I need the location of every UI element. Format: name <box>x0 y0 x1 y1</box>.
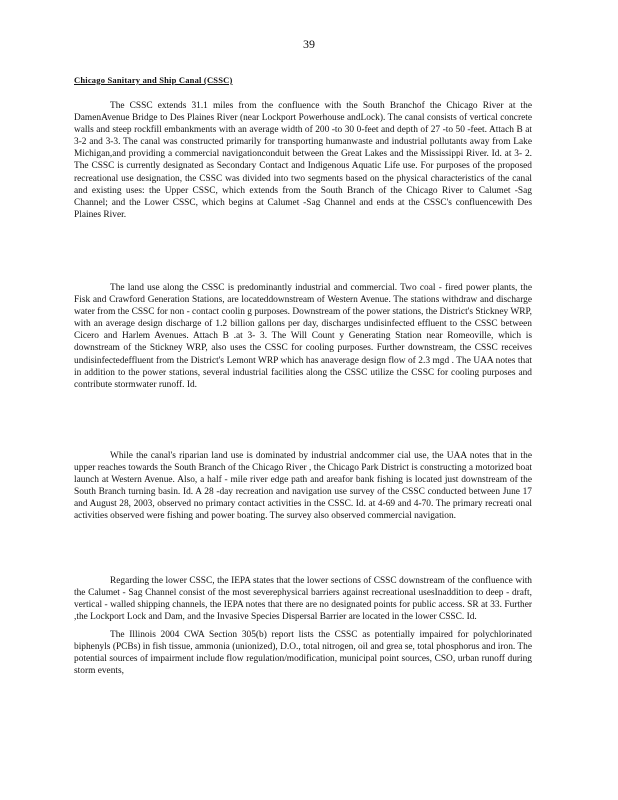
paragraph-1: The CSSC extends 31.1 miles from the confluence with the South Branchof the Chicago River at the DamenAvenue Bridge to Des Plaines River (near Lockport Powerhouse andLock). The canal consists of vertical concrete walls and steep rockfill embankments with an average width of 200 -to 30 0-feet and depth of 27 -to 50 -feet. Attach B at 3-2 and 3-3. The canal was constructed primarily for transporting humanwaste and industrial pollutants away from Lake Michigan,and providing a commercial navigationconduit between the Great Lakes and the Mississippi River. Id. at 3- 2. The CSSC is currently designated as Secondary Contact and Indigenous Aquatic Life use. For purposes of the proposed recreational use designation, the CSSC was divided into two segments based on the physical characteristics of the canal and existing uses: the Upper CSSC, which extends from the South Branch of the Chicago River to Calumet -Sag Channel; and the Lower CSSC, which begins at Calumet -Sag Channel and ends at the CSSC's confluencewith Des Plaines River. <box>74 101 532 220</box>
paragraph-3: While the canal's riparian land use is dominated by industrial andcommer cial use, the UAA notes that in the upper reaches towards the South Branch of the Chicago River , the Chicago Park District is constructing a motorized boat launch at Western Avenue. Also, a half - mile river edge path and areafor bank fishing is located just downstream of the South Branch turning basin. Id. A 28 -day recreation and navigation use survey of the CSSC conducted between June 17 and August 28, 2003, observed no primary contact activities in the CSSC. Id. at 4-69 and 4-70. The primary recreati onal activities observed were fishing and power boating. The survey also observed commercial navigation. <box>74 451 532 522</box>
paragraph-5: The Illinois 2004 CWA Section 305(b) report lists the CSSC as potentially impaired for polychlorinated biphenyls (PCBs) in fish tissue, ammonia (unionized), D.O., total nitrogen, oil and grea se, total phosphorus and iron. The potential sources of impairment include flow regulation/modification, municipal point sources, CSO, urban runoff during storm events, <box>74 630 532 677</box>
section-heading: Chicago Sanitary and Ship Canal (CSSC) <box>74 75 233 85</box>
paragraph-4: Regarding the lower CSSC, the IEPA states that the lower sections of CSSC downstream of the confluence with the Calumet - Sag Channel consist of the most severephysical barriers against recreational usesInaddition to deep - draft, vertical - walled shipping channels, the IEPA notes that there are no designated points for public access. SR at 33. Further ,the Lockport Lock and Dam, and the Invasive Species Dispersal Barrier are located in the lower CSSC. Id. <box>74 576 532 623</box>
page-number: 39 <box>303 37 315 51</box>
paragraph-2: The land use along the CSSC is predominantly industrial and commercial. Two coal - fired power plants, the Fisk and Crawford Generation Stations, are locateddownstream of Western Avenue. The stations withdraw and discharge water from the CSSC for non - contact coolin g purposes. Downstream of the power stations, the District's Stickney WRP, with an average design discharge of 1.2 billion gallons per day, discharges undisinfected effluent to the CSSC between Cicero and Harlem Avenues. Attach B .at 3- 3. The Will Count y Generating Station near Romeoville, which is downstream of the Stickney WRP, also uses the CSSC for cooling purposes. Further downstream, the CSSC receives undisinfectedeffluent from the District's Lemont WRP which has anaverage design flow of 2.3 mgd . The UAA notes that in addition to the power stations, several industrial facilities along the CSSC utilize the CSSC for cooling purposes and contribute stormwater runoff. Id. <box>74 283 532 390</box>
